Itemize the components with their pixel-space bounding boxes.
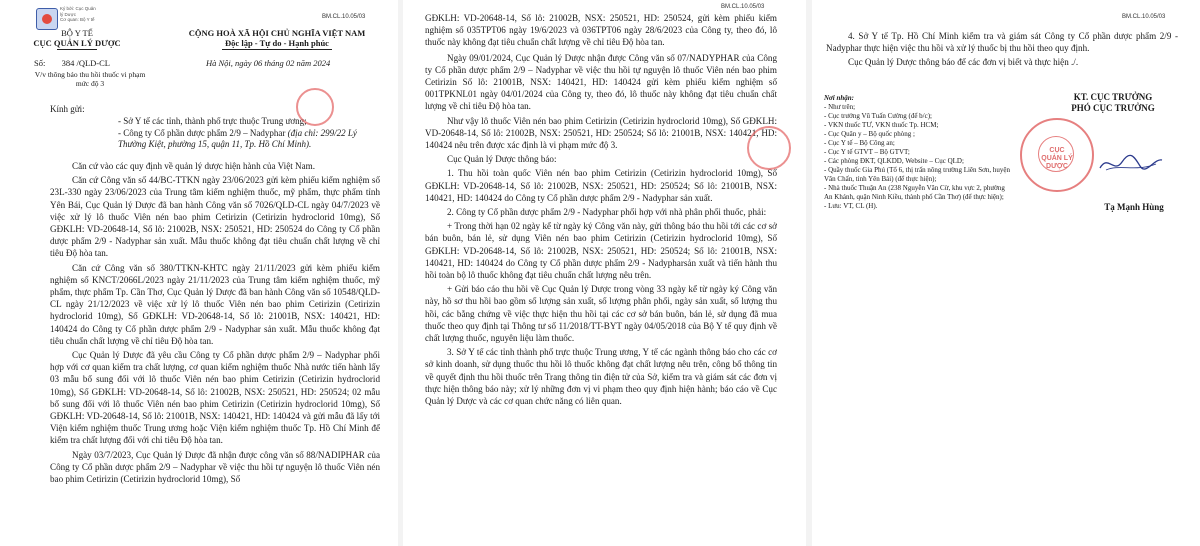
number-label: Số: — [34, 58, 46, 68]
stamp-text — [1022, 147, 1092, 171]
recipients-list — [824, 94, 1012, 211]
document-page-3 — [812, 0, 1200, 546]
date-prefix: Hà Nội, ngày — [206, 58, 252, 68]
document-page-1 — [0, 0, 398, 546]
recipient-item: - Nhà thuốc Thuận An (238 Nguyễn Văn Cừ, khu vực 2, phường An Khánh, quận Ninh Kiều, thành phố Cần Thơ) (để thực hiện); — [824, 184, 1005, 201]
recipient-item: - Lưu: VT, CL (H). — [824, 202, 878, 210]
form-code: BM.CL.10.05/03 — [1122, 14, 1166, 20]
digital-signature-seal-icon — [36, 8, 58, 30]
date-day: 06 — [253, 58, 263, 68]
signer-title: PHÓ CỤC TRƯỞNG — [1071, 103, 1155, 113]
paragraph: 2. Công ty Cổ phần dược phẩm 2/9 - Nadyphar phối hợp với nhà phân phối thuốc, phải: — [447, 207, 767, 218]
handwritten-signature — [1096, 150, 1166, 176]
paragraph: Căn cứ vào các quy định về quản lý dược hiện hành của Việt Nam. — [72, 161, 315, 171]
document-page-2 — [403, 0, 806, 546]
date-month-label: tháng — [264, 58, 284, 68]
recipient-address: (địa chỉ: 299/22 Lý Thường Kiệt, phường 15, quận 11, Tp. Hồ Chí Minh). — [118, 127, 357, 149]
paragraph: 4. Sở Y tế Tp. Hồ Chí Minh kiểm tra và giám sát Công ty Cổ phần dược phẩm 2/9 - Nadyphar thực hiện việc thu hồi và xử lý thuốc bị thu hồi theo quy định. — [826, 31, 1178, 54]
recipient-item: - Quầy thuốc Gia Phú (Tổ 6, thị trấn nông trường Liên Sơn, huyện Văn Chấn, tỉnh Yên Bái) (để thực hiện); — [824, 166, 1010, 183]
recipient-item: - Các phòng ĐKT, QLKDD, Website – Cục QLD; — [824, 157, 964, 165]
date-month: 02 — [285, 58, 295, 68]
stamp-line: QUẢN LÝ — [1041, 155, 1073, 162]
paragraph: Như vậy lô thuốc Viên nén bao phim Cetirizin (Cetirizin hydroclorid 10mg), Số GĐKLH: VD-20648-14, Số lô: 21002B, NSX: 250521, HD: 250524; Số lô: 21001B, NSX: 140421, HD: 140424 nêu trên được xác định là vi phạm mức độ 3. — [425, 115, 777, 151]
recipient: - Sở Y tế các tỉnh, thành phố trực thuộc Trung ương; — [118, 116, 307, 126]
form-code: BM.CL.10.05/03 — [322, 14, 366, 20]
document-date — [206, 58, 330, 68]
signature-line: lý Dược — [60, 11, 76, 17]
signer-title: KT. CỤC TRƯỞNG — [1073, 92, 1153, 102]
stamp-mark — [296, 88, 334, 126]
recipient — [118, 128, 380, 151]
divider — [57, 49, 97, 50]
stamp-mark — [747, 126, 791, 170]
recipients — [118, 116, 380, 151]
document-number — [34, 58, 110, 68]
recipient-item: - VKN thuốc TƯ, VKN thuốc Tp. HCM; — [824, 121, 939, 129]
paragraph: Cục Quản lý Dược đã yêu cầu Công ty Cổ phần dược phẩm 2/9 – Nadyphar phối hợp với cơ quan kiểm tra chất lượng, cơ quan kiểm nghiệm thuốc Nhà nước tiến hành lấy 03 mẫu bổ sung đối với lô thuốc Viên nén bao phim Cetirizin (Cetirizin hydroclorid 10mg), Số GĐKLH: VD-20648-14, Số lô: 21002B, NSX: 250521, HD: 250524; 02 mẫu bổ sung đối với lô thuốc Viên nén bao phim Cetirizin (Cetirizin hydroclorid 10mg), Số GĐKLH: VD-20648-14, Số lô: 21001B, NSX: 140421, HD: 140424 và gửi mẫu đã lấy tới Viện kiểm nghiệm thuốc Trung ương hoặc Viện kiểm nghiệm thuốc Tp. Hồ Chí Minh để kiểm tra chất lượng đối với chỉ tiêu Độ hòa tan. — [50, 350, 380, 446]
body-text — [826, 30, 1178, 71]
body-text — [425, 12, 777, 409]
stamp-line: CỤC — [1049, 147, 1065, 154]
national-header — [172, 28, 382, 50]
recipient-item: - Cục Y tế – Bộ Công an; — [824, 139, 895, 147]
paragraph: Cục Quản lý Dược thông báo để các đơn vị biết và thực hiện ./. — [848, 57, 1079, 68]
kinh-gui-label: Kính gửi: — [50, 104, 85, 114]
paragraph: Căn cứ Công văn số 44/BC-TTKN ngày 23/06/2023 gửi kèm phiếu kiểm nghiệm số 23L-330 ngày 23/06/2023 của Trung tâm kiểm nghiệm thuốc, mỹ phẩm, thực phẩm tỉnh Yên Bái, Cục Quản lý Dược đã ban hành Công văn số 7026/QLD-CL ngày 04/7/2023 về việc xử lý lô thuốc Viên nén bao phim Cetirizin (Cetirizin hydroclorid 10mg), Số GĐKLH: VD-20648-14, Số lô: 21002B, NSX: 250521, HD: 250524 do Công ty Cổ phần dược phẩm 2/9 - Nadyphar sản xuất. Mẫu thuốc không đạt tiêu chuẩn chất lượng về chỉ tiêu Độ hòa tan. — [50, 175, 380, 259]
issuer-block — [12, 28, 142, 50]
signer-name: Tạ Mạnh Hùng — [1104, 202, 1164, 212]
national-motto: Độc lập - Tự do - Hạnh phúc — [225, 38, 329, 48]
paragraph: 1. Thu hồi toàn quốc Viên nén bao phim Cetirizin (Cetirizin hydroclorid 10mg), Số GĐKLH: VD-20648-14, Số lô: 21002B, NSX: 250521, HD: 250524; Số lô: 21001B, NSX: 140421, HD: 140424 do Công ty Cổ phần dược phẩm 2/9 - Nadyphar sản xuất. — [425, 168, 777, 203]
paragraph: Ngày 09/01/2024, Cục Quản lý Dược nhận được Công văn số 07/NADYPHAR của Công ty Cổ phần dược phẩm 2/9 – Nadyphar về việc thu hồi tự nguyện lô thuốc Viên nén bao phim Cetirizin Số lô: 21001B, NSX: 140421, HD: 140424 gửi kèm phiếu kiểm nghiệm số 001TPKNL01 ngày 04/01/2024 của Công ty, theo đó, lô thuốc này không đạt tiêu chuẩn chất lượng về chỉ tiêu Độ hòa tan. — [425, 52, 777, 112]
body-text — [50, 160, 380, 487]
recipient-name: - Công ty Cổ phần dược phẩm 2/9 – Nadyphar — [118, 127, 286, 138]
noi-nhan-label: Nơi nhận: — [824, 94, 855, 102]
number-suffix: /QLD-CL — [76, 58, 110, 68]
divider — [222, 49, 332, 50]
subject-line: V/v thông báo thu hồi thuốc vi phạm mức độ 3 — [34, 70, 146, 88]
signature-line: Cơ quan: Bộ Y tế — [60, 17, 95, 22]
paragraph: 3. Sở Y tế các tỉnh thành phố trực thuộc Trung ương, Y tế các ngành thông báo cho các cơ sở kinh doanh, sử dụng thuốc thu hồi lô thuốc không đạt chất lượng nêu trên, công bố thông tin về quyết định thu hồi thuốc trên Trang thông tin điện tử của Sở, kiểm tra và giám sát các đơn vị thực hiện thông báo này; xử lý những đơn vị vi phạm theo quy định hiện hành; báo cáo về Cục Quản lý Dược và các cơ quan chức năng có liên quan. — [425, 347, 777, 407]
paragraph: Căn cứ Công văn số 380/TTKN-KHTC ngày 21/11/2023 gửi kèm phiếu kiểm nghiệm số KNCT/2066L/2023 ngày 21/11/2023 của Trung tâm kiểm nghiệm thuốc, mỹ phẩm, thực phẩm Tp. Cần Thơ, Cục Quản lý Dược đã ban hành Công văn số 10548/QLD-CL ngày 21/12/2023 về việc xử lý lô thuốc Viên nén bao phim Cetirizin (Cetirizin hydroclorid 10mg), Số GĐKLH: VD-20648-14, Số lô: 21001B, NSX: 140421, HD: 140424 do Công ty Cổ phần dược phẩm 2/9 - Nadyphar sản xuất. Mẫu thuốc không đạt tiêu chuẩn chất lượng về chỉ tiêu Độ hòa tan. — [50, 262, 380, 346]
official-stamp — [1020, 118, 1094, 192]
date-year: năm 2024 — [296, 58, 331, 68]
paragraph: GĐKLH: VD-20648-14, Số lô: 21002B, NSX: 250521, HD: 250524, gửi kèm phiếu kiểm nghiệm số 035TPT06 ngày 19/6/2023 và 036TPT06 ngày 28/6/2023 của Công ty, theo đó, lô thuốc này không đạt tiêu chuẩn chất lượng về chỉ tiêu Độ hòa tan. — [425, 13, 777, 48]
signer-block — [1038, 92, 1188, 114]
paragraph: + Trong thời hạn 02 ngày kể từ ngày ký Công văn này, gửi thông báo thu hồi tới các cơ sở bán buôn, bán lẻ, sử dụng Viên nén bao phim Cetirizin (Cetirizin hydroclorid 10mg), Số GĐKLH: VD-20648-14, Số lô: 21002B, NSX: 250521, HD: 250524; Số lô: 21001B, NSX: 140421, HD: 140424 do Công ty Cổ phần dược phẩm 2/9 - Nadypharsản xuất và tiến hành thu hồi toàn bộ lô thuốc không đạt tiêu chuẩn chất lượng nêu trên. — [425, 221, 777, 281]
digital-signature-info — [60, 6, 96, 23]
signature-line: Ký bởi: Cục Quản — [60, 6, 96, 11]
recipient-item: - Như trên; — [824, 103, 856, 111]
stamp-line: DƯỢC — [1046, 163, 1068, 170]
paragraph: Ngày 03/7/2023, Cục Quản lý Dược đã nhận được công văn số 88/NADIPHAR của Công ty Cổ phần dược phẩm 2/9 – Nadyphar về việc thu hồi tự nguyện lô thuốc Viên nén bao phim Cetirizin (Cetirizin hydroclorid 10mg), Số — [50, 449, 380, 485]
recipient-item: - Cục Quân y – Bộ quốc phòng ; — [824, 130, 915, 138]
paragraph: Cục Quản lý Dược thông báo: — [447, 154, 557, 165]
recipient-item: - Cục trưởng Vũ Tuấn Cường (để b/c); — [824, 112, 932, 120]
form-code: BM.CL.10.05/03 — [721, 4, 765, 10]
number-value: 384 — [61, 58, 75, 68]
paragraph: + Gửi báo cáo thu hồi về Cục Quản lý Dược trong vòng 33 ngày kể từ ngày ký Công văn này, hồ sơ thu hồi bao gồm số lượng sản xuất, số lượng phân phối, ngày sản xuất, số lượng thu hồi, các bằng chứng về việc thực hiện thu hồi tại các cơ sở bán buôn, bán lẻ, sử dụng đã mua thuốc theo quy định tại Thông tư số 11/2018/TT-BYT ngày 04/05/2018 của Bộ Y tế quy định về chất lượng thuốc, nguyên liệu làm thuốc. — [425, 284, 777, 344]
department-name: CỤC QUẢN LÝ DƯỢC — [33, 38, 121, 48]
ministry-name: BỘ Y TẾ — [61, 28, 93, 38]
republic-name: CỘNG HOÀ XÃ HỘI CHỦ NGHĨA VIỆT NAM — [188, 28, 366, 38]
recipient-item: - Cục Y tế GTVT – Bộ GTVT; — [824, 148, 910, 156]
